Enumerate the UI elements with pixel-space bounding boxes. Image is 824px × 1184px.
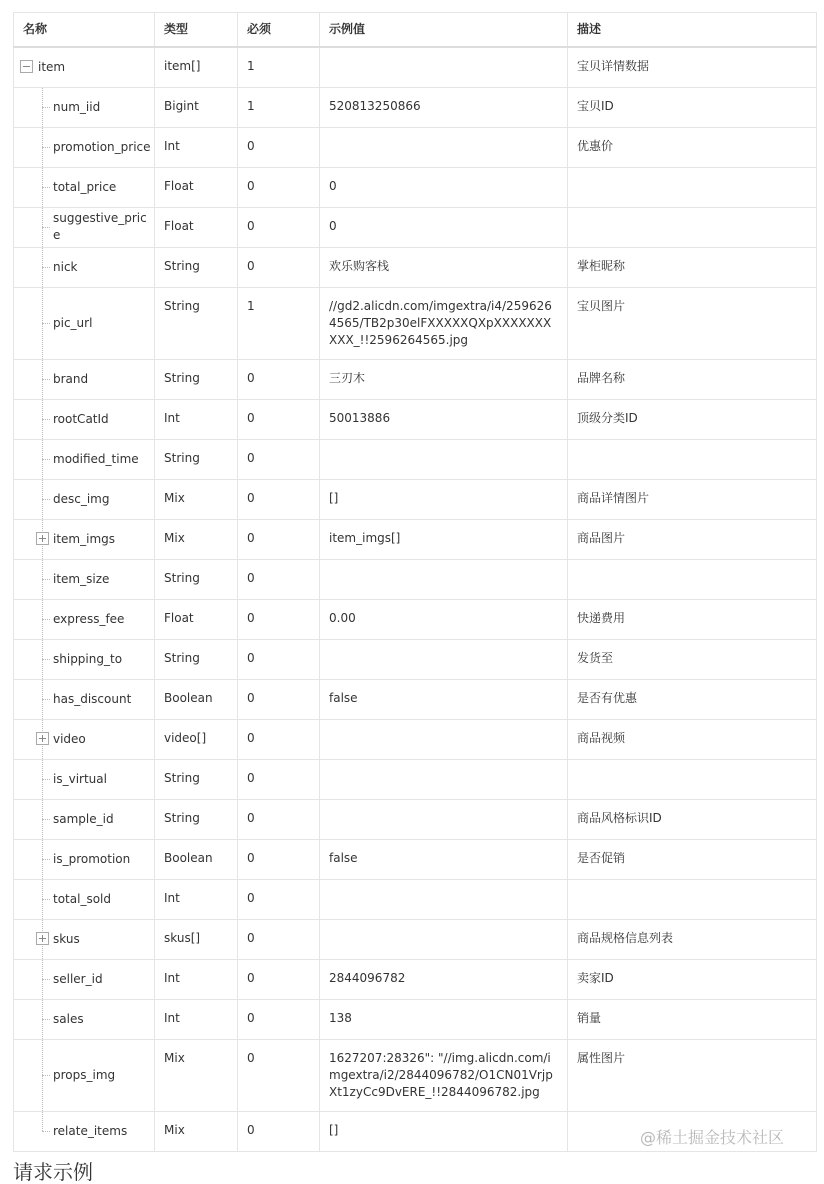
name-cell	[14, 999, 155, 1039]
field-required: 0	[238, 799, 320, 839]
field-description: 优惠价	[568, 127, 817, 167]
name-cell	[14, 207, 155, 247]
field-type: Boolean	[155, 679, 238, 719]
field-name: num_iid	[53, 99, 101, 114]
name-cell	[14, 919, 155, 959]
field-name: promotion_price	[53, 139, 151, 154]
field-required: 0	[238, 519, 320, 559]
field-required: 0	[238, 167, 320, 207]
table-row	[14, 519, 817, 559]
field-example	[320, 799, 568, 839]
field-type: String	[155, 559, 238, 599]
field-type: item[]	[155, 47, 238, 87]
field-description: 卖家ID	[568, 959, 817, 999]
table-row	[14, 959, 817, 999]
field-required: 1	[238, 87, 320, 127]
name-cell	[14, 959, 155, 999]
field-name: is_virtual	[53, 771, 107, 786]
name-cell	[14, 287, 155, 359]
name-cell	[14, 47, 155, 87]
field-description	[568, 167, 817, 207]
field-description: 是否促销	[568, 839, 817, 879]
field-description: 掌柜昵称	[568, 247, 817, 287]
field-example: []	[320, 1111, 568, 1151]
name-cell	[14, 399, 155, 439]
field-required: 0	[238, 679, 320, 719]
table-row	[14, 287, 817, 359]
field-required: 0	[238, 959, 320, 999]
field-required: 0	[238, 439, 320, 479]
field-type: Float	[155, 207, 238, 247]
field-example: 0	[320, 167, 568, 207]
field-example	[320, 879, 568, 919]
field-name: total_price	[53, 179, 117, 194]
field-name: item	[38, 59, 66, 74]
field-example	[320, 719, 568, 759]
field-name: sales	[53, 1011, 84, 1026]
field-name: brand	[53, 371, 89, 386]
field-required: 0	[238, 759, 320, 799]
column-header-type: 类型	[155, 13, 238, 48]
field-description	[568, 439, 817, 479]
field-type: Int	[155, 399, 238, 439]
field-description: 顶级分类ID	[568, 399, 817, 439]
field-type: String	[155, 287, 238, 359]
field-type: video[]	[155, 719, 238, 759]
field-example: 1627207:28326": "//img.alicdn.com/imgextra/i2/2844096782/O1CN01VrjpXt1zyCc9DvERE_!!2844096782.jpg	[320, 1039, 568, 1111]
table-row	[14, 359, 817, 399]
name-cell	[14, 759, 155, 799]
field-name: is_promotion	[53, 851, 131, 866]
table-row	[14, 247, 817, 287]
field-name: item_size	[53, 571, 110, 586]
field-example: item_imgs[]	[320, 519, 568, 559]
column-header-required: 必须	[238, 13, 320, 48]
column-header-name: 名称	[14, 13, 155, 48]
field-name: express_fee	[53, 611, 125, 626]
field-description: 快递费用	[568, 599, 817, 639]
name-cell	[14, 599, 155, 639]
field-name: nick	[53, 259, 78, 274]
field-description: 属性图片	[568, 1039, 817, 1111]
field-required: 0	[238, 919, 320, 959]
field-description: 品牌名称	[568, 359, 817, 399]
field-description	[568, 759, 817, 799]
field-required: 0	[238, 1111, 320, 1151]
name-cell	[14, 879, 155, 919]
field-description	[568, 879, 817, 919]
field-name: rootCatId	[53, 411, 109, 426]
name-cell	[14, 519, 155, 559]
field-required: 0	[238, 639, 320, 679]
field-description: 发货至	[568, 639, 817, 679]
field-name: item_imgs	[53, 531, 116, 546]
field-required: 0	[238, 207, 320, 247]
field-example: //gd2.alicdn.com/imgextra/i4/2596264565/TB2p30elFXXXXXQXpXXXXXXXXXX_!!2596264565.jpg	[320, 287, 568, 359]
field-name: modified_time	[53, 451, 139, 466]
field-description: 是否有优惠	[568, 679, 817, 719]
field-description	[568, 559, 817, 599]
field-description: 宝贝ID	[568, 87, 817, 127]
field-type: String	[155, 439, 238, 479]
field-type: Mix	[155, 1111, 238, 1151]
table-row	[14, 599, 817, 639]
field-name: sample_id	[53, 811, 114, 826]
field-required: 1	[238, 287, 320, 359]
field-name: desc_img	[53, 491, 110, 506]
field-required: 0	[238, 1039, 320, 1111]
field-type: String	[155, 639, 238, 679]
parameter-table	[13, 12, 817, 1152]
name-cell	[14, 639, 155, 679]
field-description: 商品图片	[568, 519, 817, 559]
table-row	[14, 799, 817, 839]
field-type: Mix	[155, 519, 238, 559]
table-row	[14, 127, 817, 167]
field-required: 0	[238, 999, 320, 1039]
table-row	[14, 399, 817, 439]
field-required: 0	[238, 247, 320, 287]
field-required: 0	[238, 879, 320, 919]
name-cell	[14, 1039, 155, 1111]
name-cell	[14, 719, 155, 759]
field-type: String	[155, 799, 238, 839]
field-example: 0	[320, 207, 568, 247]
field-description: 宝贝图片	[568, 287, 817, 359]
field-example	[320, 639, 568, 679]
table-row	[14, 479, 817, 519]
field-example: false	[320, 839, 568, 879]
table-row	[14, 879, 817, 919]
field-name: video	[53, 731, 86, 746]
field-example: 欢乐购客栈	[320, 247, 568, 287]
table-row	[14, 839, 817, 879]
field-example: []	[320, 479, 568, 519]
field-example: false	[320, 679, 568, 719]
name-cell	[14, 1111, 155, 1151]
field-description: 宝贝详情数据	[568, 47, 817, 87]
field-example: 520813250866	[320, 87, 568, 127]
field-type: Bigint	[155, 87, 238, 127]
field-type: Mix	[155, 479, 238, 519]
table-row	[14, 47, 817, 87]
field-required: 0	[238, 399, 320, 439]
field-example: 2844096782	[320, 959, 568, 999]
field-name: has_discount	[53, 691, 132, 706]
table-row	[14, 759, 817, 799]
name-cell	[14, 559, 155, 599]
field-example	[320, 439, 568, 479]
name-cell	[14, 439, 155, 479]
field-name: shipping_to	[53, 651, 123, 666]
field-name: total_sold	[53, 891, 111, 906]
table-row	[14, 1039, 817, 1111]
name-cell	[14, 479, 155, 519]
name-cell	[14, 247, 155, 287]
field-example	[320, 559, 568, 599]
name-cell	[14, 679, 155, 719]
table-row	[14, 167, 817, 207]
field-required: 0	[238, 839, 320, 879]
field-type: Int	[155, 127, 238, 167]
name-cell	[14, 359, 155, 399]
field-type: skus[]	[155, 919, 238, 959]
name-cell	[14, 127, 155, 167]
table-row	[14, 207, 817, 247]
field-type: String	[155, 359, 238, 399]
field-description: 商品规格信息列表	[568, 919, 817, 959]
table-row	[14, 999, 817, 1039]
field-type: Int	[155, 959, 238, 999]
field-name: relate_items	[53, 1123, 128, 1138]
field-type: Float	[155, 167, 238, 207]
name-cell	[14, 167, 155, 207]
table-row	[14, 559, 817, 599]
field-description: 商品视频	[568, 719, 817, 759]
field-type: Int	[155, 879, 238, 919]
table-row	[14, 919, 817, 959]
table-row	[14, 639, 817, 679]
field-type: String	[155, 759, 238, 799]
field-example: 138	[320, 999, 568, 1039]
table-header-row	[14, 13, 817, 48]
field-required: 0	[238, 599, 320, 639]
field-description: 商品风格标识ID	[568, 799, 817, 839]
field-required: 0	[238, 559, 320, 599]
field-type: Boolean	[155, 839, 238, 879]
table-row	[14, 439, 817, 479]
field-required: 0	[238, 479, 320, 519]
field-type: Mix	[155, 1039, 238, 1111]
field-name: suggestive_price	[53, 211, 147, 242]
field-name: pic_url	[53, 315, 93, 330]
field-description: 商品详情图片	[568, 479, 817, 519]
field-name: props_img	[53, 1067, 116, 1082]
name-cell	[14, 87, 155, 127]
field-example	[320, 759, 568, 799]
field-example: 0.00	[320, 599, 568, 639]
field-description	[568, 207, 817, 247]
field-example: 50013886	[320, 399, 568, 439]
name-cell	[14, 839, 155, 879]
field-description: 销量	[568, 999, 817, 1039]
table-row	[14, 679, 817, 719]
field-name: skus	[53, 931, 80, 946]
field-example: 三刃木	[320, 359, 568, 399]
field-example	[320, 127, 568, 167]
field-required: 0	[238, 127, 320, 167]
field-example	[320, 47, 568, 87]
field-required: 0	[238, 359, 320, 399]
field-example	[320, 919, 568, 959]
table-row	[14, 87, 817, 127]
field-name: seller_id	[53, 971, 103, 986]
field-type: Float	[155, 599, 238, 639]
column-header-example: 示例值	[320, 13, 568, 48]
field-required: 0	[238, 719, 320, 759]
table-row	[14, 719, 817, 759]
watermark: @稀土掘金技术社区	[640, 1128, 785, 1147]
name-cell	[14, 799, 155, 839]
field-type: Int	[155, 999, 238, 1039]
section-heading: 请求示例	[13, 1160, 93, 1184]
column-header-description: 描述	[568, 13, 817, 48]
field-required: 1	[238, 47, 320, 87]
field-type: String	[155, 247, 238, 287]
